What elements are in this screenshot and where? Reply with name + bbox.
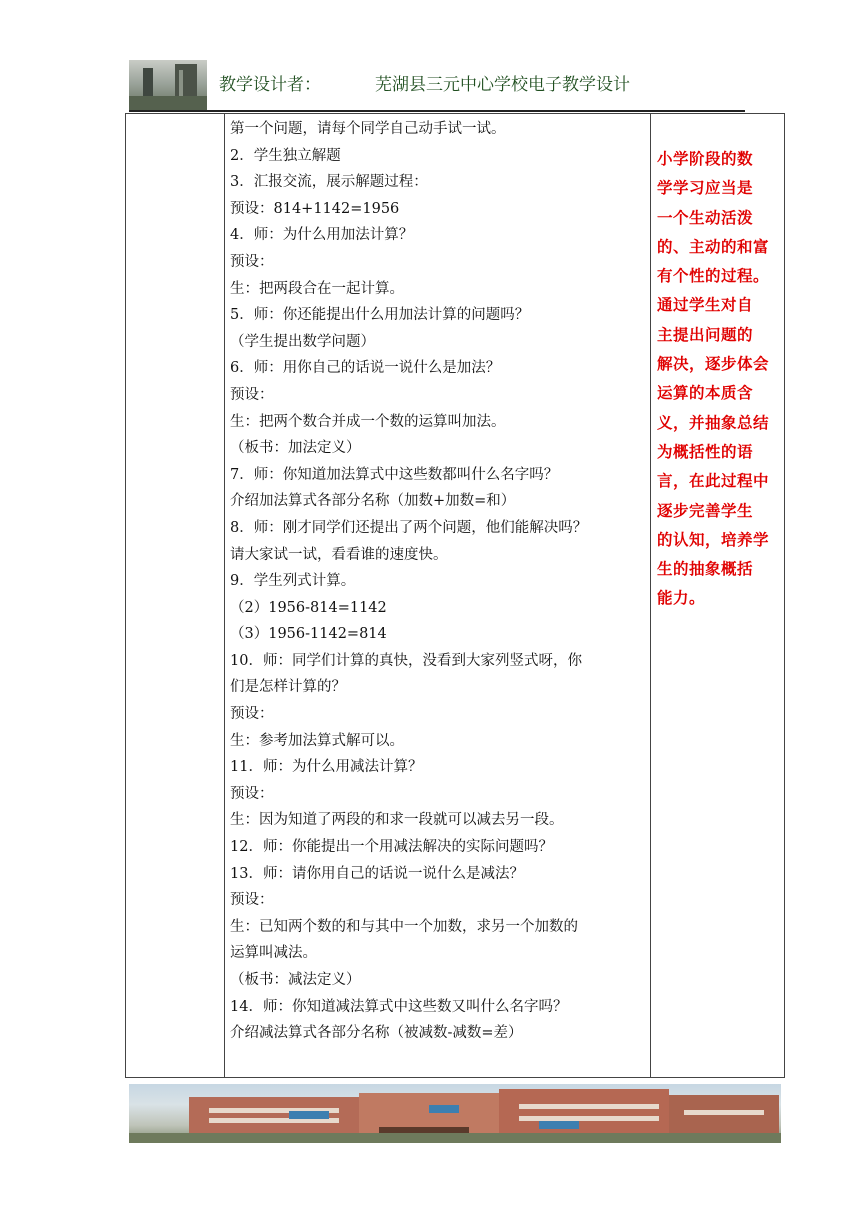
lesson-line: 预设：814+1142=1956: [230, 200, 400, 217]
footer-photo: [129, 1084, 781, 1143]
note-line: 学学习应当是: [657, 179, 754, 198]
note-line: 的、主动的和富: [657, 237, 770, 256]
lesson-line: 4．师：为什么用加法计算？: [230, 227, 414, 244]
lesson-line: 生：因为知道了两段的和求一段就可以减去另一段。: [230, 812, 564, 829]
lesson-line: 7．师：你知道加法算式中这些数都叫什么名字吗？: [230, 466, 559, 483]
lesson-line: 预设：: [230, 706, 274, 723]
lesson-line: 预设：: [230, 386, 274, 403]
lesson-line: 14．师：你知道减法算式中这些数又叫什么名字吗？: [230, 998, 568, 1015]
note-line: 运算的本质含: [657, 384, 754, 403]
column-divider-left: [224, 114, 225, 1077]
note-line: 解决，逐步体会: [657, 355, 770, 374]
note-line: 小学阶段的数: [657, 150, 754, 168]
lesson-line: 请大家试一试，看看谁的速度快。: [230, 546, 448, 563]
lesson-line: 8．师：刚才同学们还提出了两个问题，他们能解决吗？: [230, 519, 588, 536]
lesson-line: （2）1956-814=1142: [230, 599, 387, 616]
lesson-line: 生：把两段合在一起计算。: [230, 280, 404, 297]
note-line: 义，并抽象总结: [657, 413, 770, 432]
school-title: 芜湖县三元中心学校电子教学设计: [375, 75, 630, 95]
lesson-line: 们是怎样计算的？: [230, 679, 346, 696]
lesson-line: 11．师：为什么用减法计算？: [230, 759, 423, 776]
lesson-table: [125, 113, 785, 1078]
lesson-line: 运算叫减法。: [230, 945, 317, 962]
lesson-line: 生：已知两个数的和与其中一个加数，求另一个加数的: [230, 918, 578, 935]
lesson-line: 2．学生独立解题: [230, 147, 341, 164]
lesson-line: 介绍减法算式各部分名称（被减数-减数=差）: [230, 1025, 523, 1042]
lesson-line: 预设：: [230, 253, 274, 270]
lesson-line: 生：参考加法算式解可以。: [230, 732, 404, 749]
note-line: 的认知，培养学: [657, 530, 770, 549]
column-divider-right: [650, 114, 651, 1077]
header-photo: [129, 60, 207, 112]
lesson-line: 3．汇报交流，展示解题过程：: [230, 174, 428, 191]
page-header: [129, 60, 749, 112]
note-line: 逐步完善学生: [657, 501, 754, 520]
note-line: 有个性的过程。: [657, 267, 770, 286]
lesson-line: 12．师：你能提出一个用减法解决的实际问题吗？: [230, 839, 553, 856]
lesson-line: 6．师：用你自己的话说一说什么是加法？: [230, 360, 501, 377]
lesson-line: 5．师：你还能提出什么用加法计算的问题吗？: [230, 307, 530, 324]
lesson-line: 预设：: [230, 892, 274, 909]
lesson-content: [230, 116, 650, 1047]
lesson-line: （3）1956-1142=814: [230, 626, 387, 643]
lesson-line: 生：把两个数合并成一个数的运算叫加法。: [230, 413, 506, 430]
designer-label: 教学设计者：: [219, 75, 321, 95]
header-rule: [129, 110, 745, 112]
lesson-line: 介绍加法算式各部分名称（加数+加数=和）: [230, 493, 516, 510]
note-line: 主提出问题的: [657, 325, 754, 344]
note-line: 生的抽象概括: [657, 560, 754, 579]
note-line: 通过学生对自: [657, 296, 754, 315]
design-note: [657, 145, 781, 614]
lesson-line: 10．师：同学们计算的真快，没看到大家列竖式呀，你: [230, 652, 582, 669]
lesson-line: （板书：减法定义）: [230, 972, 361, 988]
note-line: 言，在此过程中: [657, 472, 770, 491]
lesson-line: 9．学生列式计算。: [230, 573, 356, 590]
lesson-line: （学生提出数学问题）: [230, 333, 375, 350]
note-line: 能力。: [657, 589, 706, 608]
note-line: 一个生动活泼: [657, 208, 754, 227]
lesson-line: 预设：: [230, 785, 274, 802]
lesson-line: 13．师：请你用自己的话说一说什么是减法？: [230, 865, 524, 882]
lesson-line: 第一个问题，请每个同学自己动手试一试。: [230, 121, 506, 137]
note-line: 为概括性的语: [657, 442, 754, 461]
lesson-line: （板书：加法定义）: [230, 440, 361, 457]
